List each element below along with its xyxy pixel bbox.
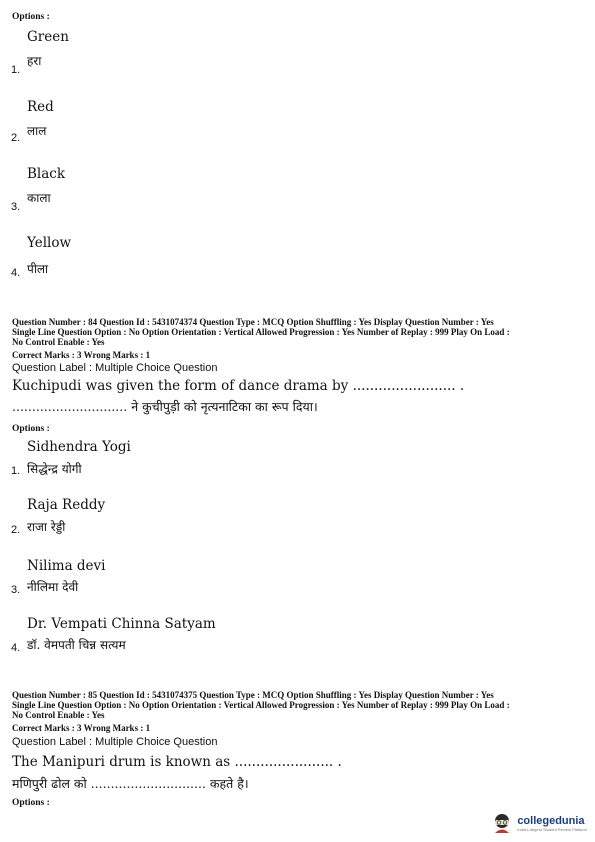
q85-options-title: Options :	[12, 798, 50, 808]
q85-meta-line-2: Single Line Question Option : No Option Orientation : Vertical Allowed Progression : Yes Number of Replay : 999 Play On Load :	[12, 700, 510, 710]
logo-name: collegedunia	[517, 814, 585, 827]
q85-question-hindi: मणिपुरी ढोल को ............................. कहते है।	[12, 776, 249, 791]
q85-meta-line-1: Question Number : 85 Question Id : 5431074375 Question Type : MCQ Option Shuffling : Yes Display Question Number : Yes	[12, 690, 494, 700]
q84-option-2-hindi: राजा रेड्डी	[27, 520, 66, 534]
option-1-english: Green	[27, 29, 69, 45]
q84-question-hindi: ............................. ने कुचीपुड़ी को नृत्यनाटिका का रूप दिया।	[12, 399, 318, 414]
option-1-number: 1.	[11, 64, 21, 76]
logo-tagline: India's largest Student Review Platform	[517, 826, 587, 832]
q84-option-1-english: Sidhendra Yogi	[27, 439, 131, 455]
q84-option-2-english: Raja Reddy	[27, 497, 106, 513]
q84-question-english: Kuchipudi was given the form of dance drama by ........................ .	[12, 378, 465, 394]
q85-question-english: The Manipuri drum is known as ....................... .	[12, 754, 342, 770]
option-3-hindi: काला	[27, 191, 51, 205]
q84-marks: Correct Marks : 3 Wrong Marks : 1	[12, 350, 151, 360]
option-2-number: 2.	[11, 132, 21, 144]
q84-option-1-hindi: सिद्धेन्द्र योगी	[27, 462, 82, 476]
q85-marks: Correct Marks : 3 Wrong Marks : 1	[12, 723, 151, 733]
q84-question-label: Question Label : Multiple Choice Question	[12, 362, 218, 374]
q85-meta-line-3: No Control Enable : Yes	[12, 710, 105, 720]
mascot-icon	[491, 812, 513, 834]
option-2-english: Red	[27, 99, 54, 115]
q84-option-4-number: 4.	[11, 642, 21, 654]
q84-option-4-hindi: डॉ. वेमपती चिन्न सत्यम	[27, 638, 126, 652]
option-4-english: Yellow	[27, 235, 72, 251]
option-4-hindi: पीला	[27, 262, 49, 276]
q84-option-3-number: 3.	[11, 584, 21, 596]
option-3-number: 3.	[11, 201, 21, 213]
option-1-hindi: हरा	[27, 54, 42, 68]
q84-meta-line-1: Question Number : 84 Question Id : 5431074374 Question Type : MCQ Option Shuffling : Yes Display Question Number : Yes	[12, 317, 494, 327]
q84-option-4-english: Dr. Vempati Chinna Satyam	[27, 616, 216, 632]
option-3-english: Black	[27, 166, 66, 182]
q84-option-3-english: Nilima devi	[27, 558, 106, 574]
q84-option-3-hindi: नीलिमा देवी	[27, 580, 79, 594]
option-2-hindi: लाल	[27, 124, 47, 138]
q84-option-1-number: 1.	[11, 465, 21, 477]
q84-meta-line-3: No Control Enable : Yes	[12, 337, 105, 347]
q84-options-title: Options :	[12, 424, 50, 434]
q84-meta-line-2: Single Line Question Option : No Option Orientation : Vertical Allowed Progression : Yes Number of Replay : 999 Play On Load :	[12, 327, 510, 337]
q85-question-label: Question Label : Multiple Choice Question	[12, 736, 218, 748]
option-4-number: 4.	[11, 267, 21, 279]
collegedunia-logo	[491, 812, 587, 834]
options-title: Options :	[12, 12, 50, 22]
q84-option-2-number: 2.	[11, 524, 21, 536]
